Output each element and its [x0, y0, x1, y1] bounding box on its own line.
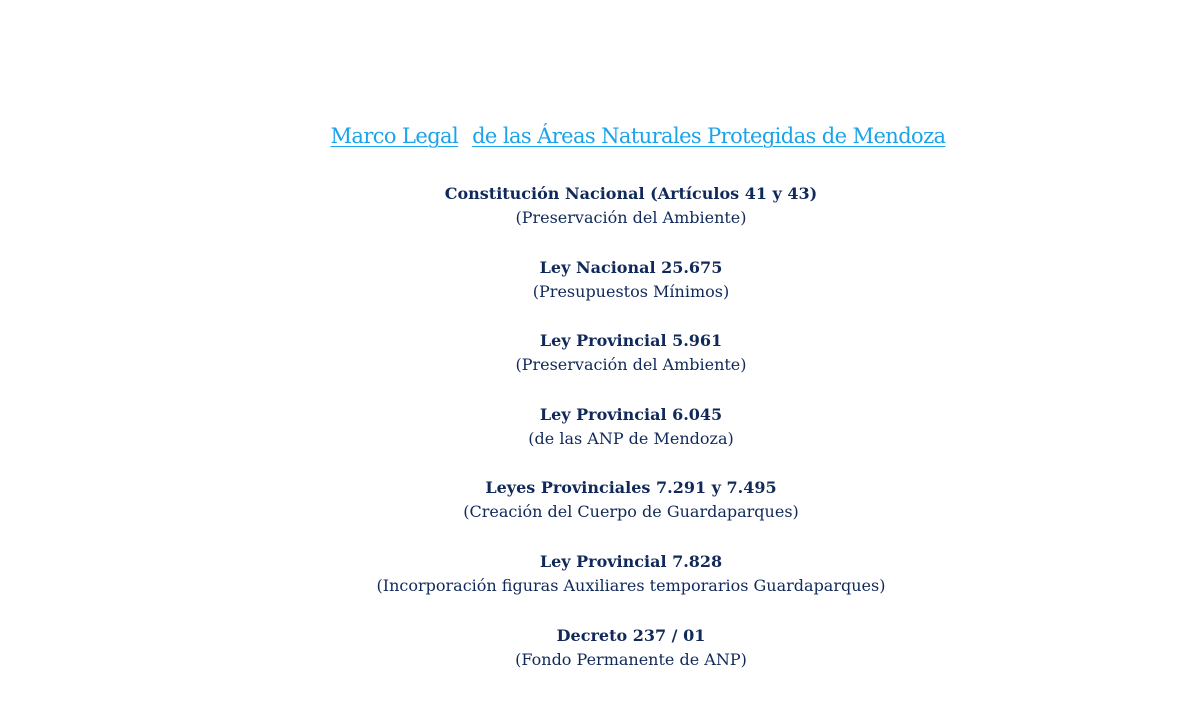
law-description: (Preservación del Ambiente) — [515, 355, 747, 375]
marco-legal-link[interactable]: Marco Legal — [330, 124, 459, 148]
law-item — [0, 624, 1183, 698]
law-item — [0, 256, 1183, 330]
law-item — [0, 182, 1183, 256]
law-name: Ley Provincial 7.828 — [539, 551, 723, 571]
law-item — [0, 329, 1183, 403]
law-description: (Creación del Cuerpo de Guardaparques) — [463, 502, 799, 522]
law-name: Decreto 237 / 01 — [556, 625, 706, 645]
law-description: (de las ANP de Mendoza) — [528, 428, 734, 448]
law-list — [0, 182, 1183, 697]
law-name: Ley Provincial 5.961 — [539, 331, 723, 351]
law-description: (Presupuestos Mínimos) — [532, 281, 730, 301]
law-item — [0, 476, 1183, 550]
law-description: (Preservación del Ambiente) — [515, 208, 747, 227]
law-item — [0, 403, 1183, 477]
law-name: Ley Provincial 6.045 — [539, 404, 723, 424]
slide-title — [0, 124, 1183, 148]
law-name: Leyes Provinciales 7.291 y 7.495 — [485, 478, 777, 498]
law-description: (Fondo Permanente de ANP) — [515, 649, 747, 669]
law-name: Ley Nacional 25.675 — [539, 257, 723, 277]
law-description: (Incorporación figuras Auxiliares temporarios Guardaparques) — [376, 575, 886, 595]
areas-protegidas-link[interactable]: de las Áreas Naturales Protegidas de Mendoza — [472, 124, 946, 148]
law-name: Constitución Nacional (Artículos 41 y 43) — [444, 184, 818, 203]
law-item — [0, 550, 1183, 624]
